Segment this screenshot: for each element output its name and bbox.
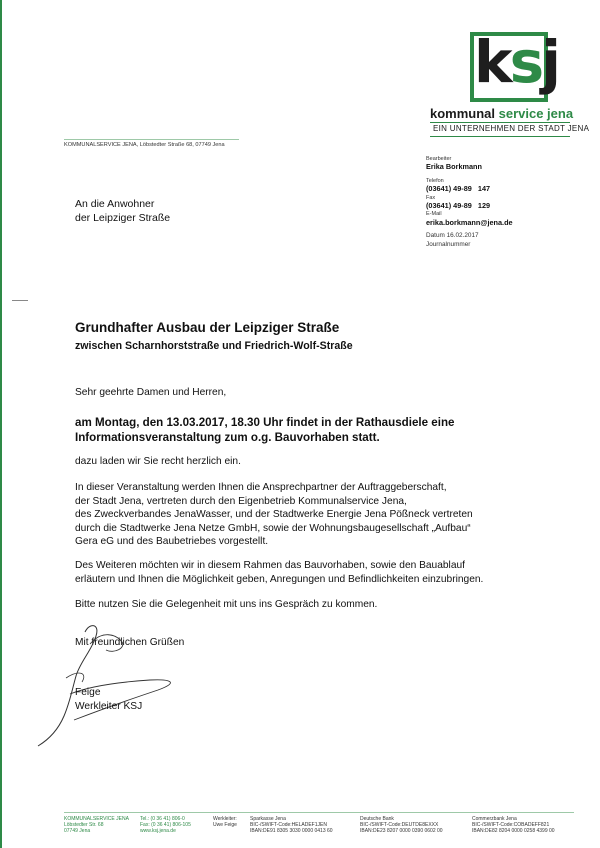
logo-rule-bottom bbox=[430, 136, 570, 137]
fold-mark bbox=[12, 300, 28, 301]
paragraph-2-line-2: erläutern und Ihnen die Möglichkeit geben, Anregungen und Befindlichkeiten einzubringen. bbox=[75, 573, 484, 585]
paragraph-2 bbox=[75, 559, 483, 586]
logo-tagline: EIN UNTERNEHMEN DER STADT JENA bbox=[433, 124, 590, 133]
footer-bank-1-name: Sparkasse Jena bbox=[250, 816, 286, 822]
bearbeiter-value: Erika Borkmann bbox=[426, 162, 482, 172]
footer-bank-2-iban: IBAN:DE23 8207 0000 0390 0602 00 bbox=[360, 828, 443, 835]
footer-fax: Fax: (0 36 41) 806-105 bbox=[140, 822, 191, 829]
paragraph-1-line-2: der Stadt Jena, vertreten durch den Eigenbetrieb Kommunalservice Jena, bbox=[75, 495, 407, 507]
footer-bank-2-bic: BIC-/SWIFT-Code:DEUTDE8EXXX bbox=[360, 822, 439, 829]
footer-phone: Tel.: (0 36 41) 806-0 bbox=[140, 816, 185, 822]
journal-line: Journalnummer bbox=[426, 240, 471, 248]
fax-label: Fax bbox=[426, 194, 436, 201]
logo-name-part1: kommunal bbox=[430, 106, 499, 121]
footer-bank-commerz bbox=[472, 816, 555, 835]
sender-rule bbox=[64, 139, 239, 140]
footer-rule bbox=[64, 812, 574, 813]
footer-company-name: KOMMUNALSERVICE JENA bbox=[64, 816, 129, 822]
signer-block bbox=[75, 686, 142, 713]
highlight-line-2: Informationsveranstaltung zum o.g. Bauvorhaben statt. bbox=[75, 431, 380, 444]
fax-value: (03641) 49-89 129 bbox=[426, 201, 491, 211]
footer-bank-deutsche bbox=[360, 816, 443, 835]
recipient-address bbox=[75, 197, 170, 225]
telefon-value: (03641) 49-89 147 bbox=[426, 184, 491, 194]
footer-website-link[interactable]: www.ksj.jena.de bbox=[140, 828, 176, 835]
footer-manager-label: Werkleiter: bbox=[213, 816, 237, 822]
paragraph-2-line-1: Des Weiteren möchten wir in diesem Rahmen das Bauvorhaben, sowie den Bauablauf bbox=[75, 560, 465, 571]
footer-bank-3-name: Commerzbank Jena bbox=[472, 816, 517, 822]
footer-contact bbox=[140, 816, 191, 835]
salutation: Sehr geehrte Damen und Herren, bbox=[75, 387, 227, 398]
page-edge-stripe bbox=[0, 0, 2, 848]
date-line: Datum 16.02.2017 bbox=[426, 232, 479, 240]
footer-manager bbox=[213, 816, 237, 828]
closing: Mit freundlichen Grüßen bbox=[75, 637, 185, 648]
recipient-line-2: der Leipziger Straße bbox=[75, 212, 171, 224]
subject-line-2: zwischen Scharnhorststraße und Friedrich-Wolf-Straße bbox=[75, 340, 353, 352]
footer-bank-1-iban: IBAN:DE91 8305 3030 0000 0413 60 bbox=[250, 828, 333, 835]
footer-bank-sparkasse bbox=[250, 816, 333, 835]
logo-name bbox=[430, 106, 574, 121]
highlight-line-1: am Montag, den 13.03.2017, 18.30 Uhr findet in der Rathausdiele eine bbox=[75, 416, 455, 429]
invite-line: dazu laden wir Sie recht herzlich ein. bbox=[75, 456, 241, 467]
bearbeiter-label: Bearbeiter bbox=[426, 156, 452, 162]
email-label: E-Mail bbox=[426, 211, 442, 218]
footer-company-street: Löbstedter Str. 68 bbox=[64, 822, 104, 829]
signer-name: Feige bbox=[75, 687, 101, 698]
telefon-label: Telefon bbox=[426, 177, 444, 184]
paragraph-1-line-1: In dieser Veranstaltung werden Ihnen die Ansprechpartner der Auftraggeberschaft, bbox=[75, 482, 447, 493]
contact-info bbox=[426, 155, 513, 249]
logo-name-part2: service jena bbox=[498, 106, 574, 121]
paragraph-1 bbox=[75, 481, 473, 549]
recipient-line-1: An die Anwohner bbox=[75, 198, 155, 210]
ksj-logo-mark: ksj bbox=[474, 28, 558, 96]
footer-bank-3-iban: IBAN:DE82 8204 0000 0258 4399 00 bbox=[472, 828, 555, 835]
footer-bank-3-bic: BIC-/SWIFT-Code:COBADEFF821 bbox=[472, 822, 550, 829]
highlight-paragraph bbox=[75, 415, 455, 445]
logo-rule-top bbox=[430, 122, 570, 123]
paragraph-1-line-5: Gera eG und des Baubetriebes vorgestellt. bbox=[75, 536, 269, 548]
footer-company bbox=[64, 816, 129, 835]
subject-line-1: Grundhafter Ausbau der Leipziger Straße bbox=[75, 320, 340, 335]
paragraph-1-line-4: durch die Stadtwerke Jena Netze GmbH, sowie der Wohnungsbaugesellschaft „Aufbau“ bbox=[75, 522, 471, 534]
handwritten-signature bbox=[30, 620, 230, 750]
footer-bank-1-bic: BIC-/SWIFT-Code:HELADEF1JEN bbox=[250, 822, 327, 829]
footer-company-city: 07749 Jena bbox=[64, 828, 91, 835]
footer-manager-name: Uwe Feige bbox=[213, 822, 237, 829]
paragraph-3: Bitte nutzen Sie die Gelegenheit mit uns ins Gespräch zu kommen. bbox=[75, 599, 378, 610]
signer-title: Werkleiter KSJ bbox=[75, 700, 143, 712]
sender-line: KOMMUNALSERVICE JENA, Löbstedter Straße 68, 07749 Jena bbox=[64, 142, 225, 148]
footer-bank-2-name: Deutsche Bank bbox=[360, 816, 394, 822]
email-value: erika.borkmann@jena.de bbox=[426, 217, 513, 227]
paragraph-1-line-3: des Zweckverbandes JenaWasser, und der Stadtwerke Energie Jena Pößneck vertreten bbox=[75, 509, 473, 521]
